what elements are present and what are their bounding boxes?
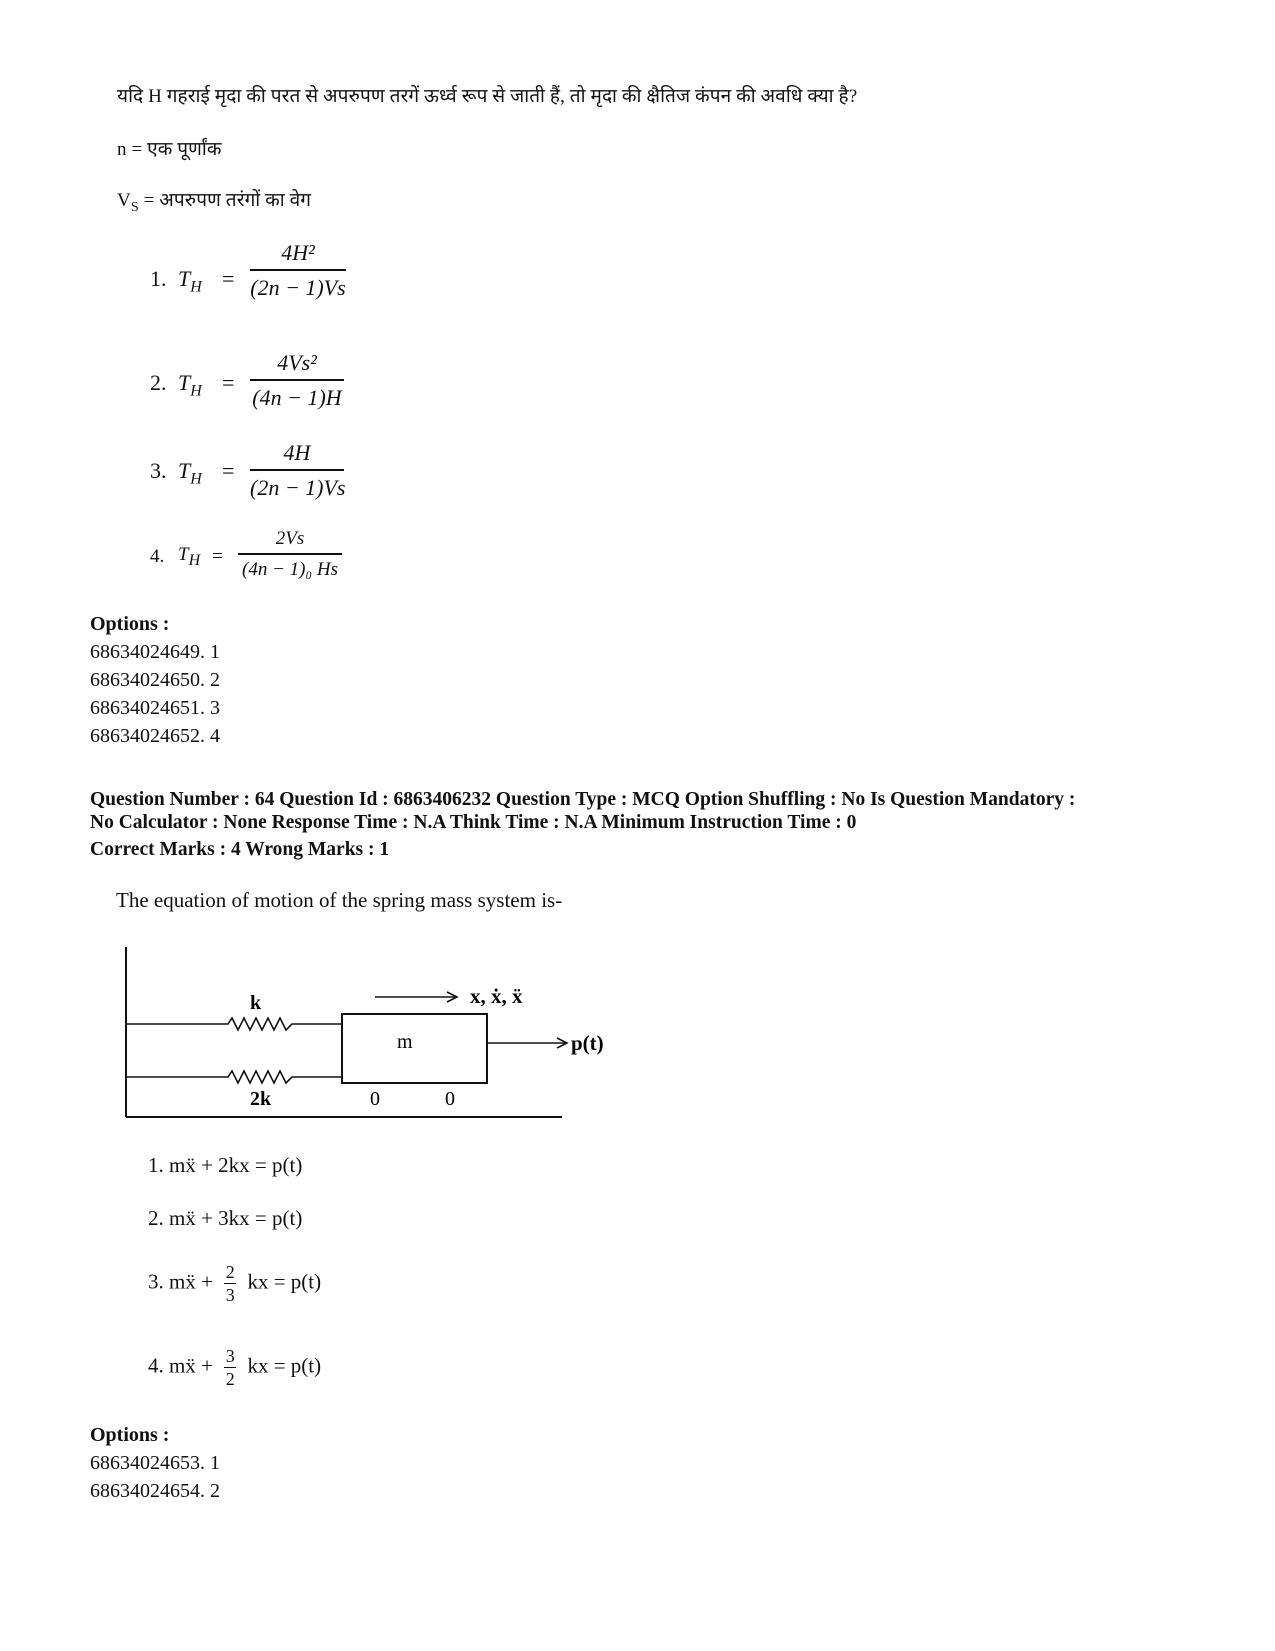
label-wheel-left: 0: [370, 1088, 380, 1110]
option-line-2: 68634024650. 2: [90, 669, 220, 691]
formula-fraction: [250, 440, 344, 501]
question-text: The equation of motion of the spring mass system is-: [116, 888, 563, 912]
formula-numerator: 2Vs: [275, 528, 305, 549]
vs-symbol: V: [117, 190, 131, 211]
formula-lhs: $T_H$: [178, 544, 201, 569]
answer-equation-3: [148, 1262, 321, 1305]
formula-fraction: [238, 528, 342, 581]
formula-numerator: 4H²: [281, 240, 315, 265]
formula-number: 4.: [150, 546, 165, 567]
question-meta-line-2: No Calculator : None Response Time : N.A Think Time : N.A Minimum Instruction Time : 0: [90, 812, 857, 833]
formula-numerator: 4Vs²: [277, 350, 317, 375]
question-text-hindi: यदि H गहराई मृदा की परत से अपरुपण तरगें ऊर्ध्व रूप से जाती हैं, तो मृदा की क्षैतिज कंपन की अवधि क्या है?: [117, 86, 858, 107]
fraction-numerator: 2: [225, 1262, 235, 1282]
formula-equals: =: [222, 370, 235, 395]
formula-denominator: (2n − 1)Vs: [250, 274, 346, 300]
definition-vs: [117, 186, 311, 216]
formula-fraction: [250, 240, 346, 301]
label-2k: 2k: [250, 1088, 272, 1110]
formula-denominator: (4n − 1)₀ Hs: [242, 558, 338, 580]
fraction-bar: [238, 553, 342, 555]
answer-expression-post: kx = p(t): [247, 1269, 322, 1294]
spring-bottom: [126, 1071, 342, 1083]
formula-denominator: (4n − 1)H: [252, 384, 342, 410]
fraction-bar: [250, 269, 346, 271]
vs-definition-text: = अपरुपण तरंगों का वेग: [138, 190, 312, 211]
answer-number: 4.: [148, 1353, 164, 1378]
label-wheel-right: 0: [445, 1088, 455, 1110]
fraction-bar: [250, 379, 344, 381]
label-force: p(t): [571, 1031, 604, 1055]
formula-equals: =: [222, 458, 235, 483]
fraction-numerator: 3: [225, 1346, 235, 1366]
answer-number: 2.: [148, 1206, 164, 1230]
formula-fraction: [250, 350, 344, 411]
option-line-1: 68634024653. 1: [90, 1452, 220, 1474]
option-line-2: 68634024654. 2: [90, 1480, 220, 1502]
options-label: Options :: [90, 1424, 170, 1446]
question-marks: Correct Marks : 4 Wrong Marks : 1: [90, 839, 390, 860]
vs-subscript: S: [130, 199, 139, 215]
answer-fraction: [224, 1346, 236, 1389]
formula-number: 1.: [150, 266, 167, 291]
formula-number: 3.: [150, 458, 167, 483]
fraction-denominator: 3: [225, 1285, 235, 1306]
fraction-denominator: 2: [225, 1369, 235, 1390]
answer-expression-pre: mẍ +: [169, 1353, 213, 1378]
fraction-bar: [250, 469, 344, 471]
answer-expression: mẍ + 3kx = p(t): [169, 1206, 303, 1230]
answer-number: 1.: [148, 1153, 164, 1177]
formula-number: 2.: [150, 370, 167, 395]
answer-number: 3.: [148, 1269, 164, 1294]
formula-lhs: $T_H$: [178, 266, 202, 296]
formula-lhs: $T_H$: [178, 370, 202, 400]
definition-n: n = एक पूर्णांक: [117, 139, 222, 160]
answer-expression: mẍ + 2kx = p(t): [169, 1153, 303, 1177]
formula-numerator: 4H: [283, 440, 311, 465]
answer-expression-pre: mẍ +: [169, 1269, 213, 1294]
answer-equation-4: [148, 1346, 321, 1389]
spring-mass-diagram: [110, 935, 630, 1125]
answer-equation-1: [148, 1153, 302, 1178]
mass-block: [342, 1014, 487, 1083]
options-label: Options :: [90, 613, 170, 635]
answer-expression-post: kx = p(t): [247, 1353, 322, 1378]
option-line-3: 68634024651. 3: [90, 697, 220, 719]
formula-equals: =: [212, 546, 223, 567]
answer-equation-2: [148, 1206, 302, 1231]
label-m: m: [397, 1031, 413, 1053]
label-motion: x, ẋ, ẍ: [470, 984, 523, 1008]
label-k: k: [250, 992, 262, 1014]
formula-equals: =: [222, 266, 235, 291]
question-meta-line-1: Question Number : 64 Question Id : 6863406232 Question Type : MCQ Option Shuffling : No Is Question Mandatory :: [90, 789, 1076, 810]
option-line-4: 68634024652. 4: [90, 725, 220, 747]
answer-fraction: [224, 1262, 236, 1305]
option-line-1: 68634024649. 1: [90, 641, 220, 663]
formula-lhs: $T_H$: [178, 458, 202, 488]
spring-top: [126, 1018, 342, 1030]
formula-denominator: (2n − 1)Vs: [250, 474, 346, 500]
